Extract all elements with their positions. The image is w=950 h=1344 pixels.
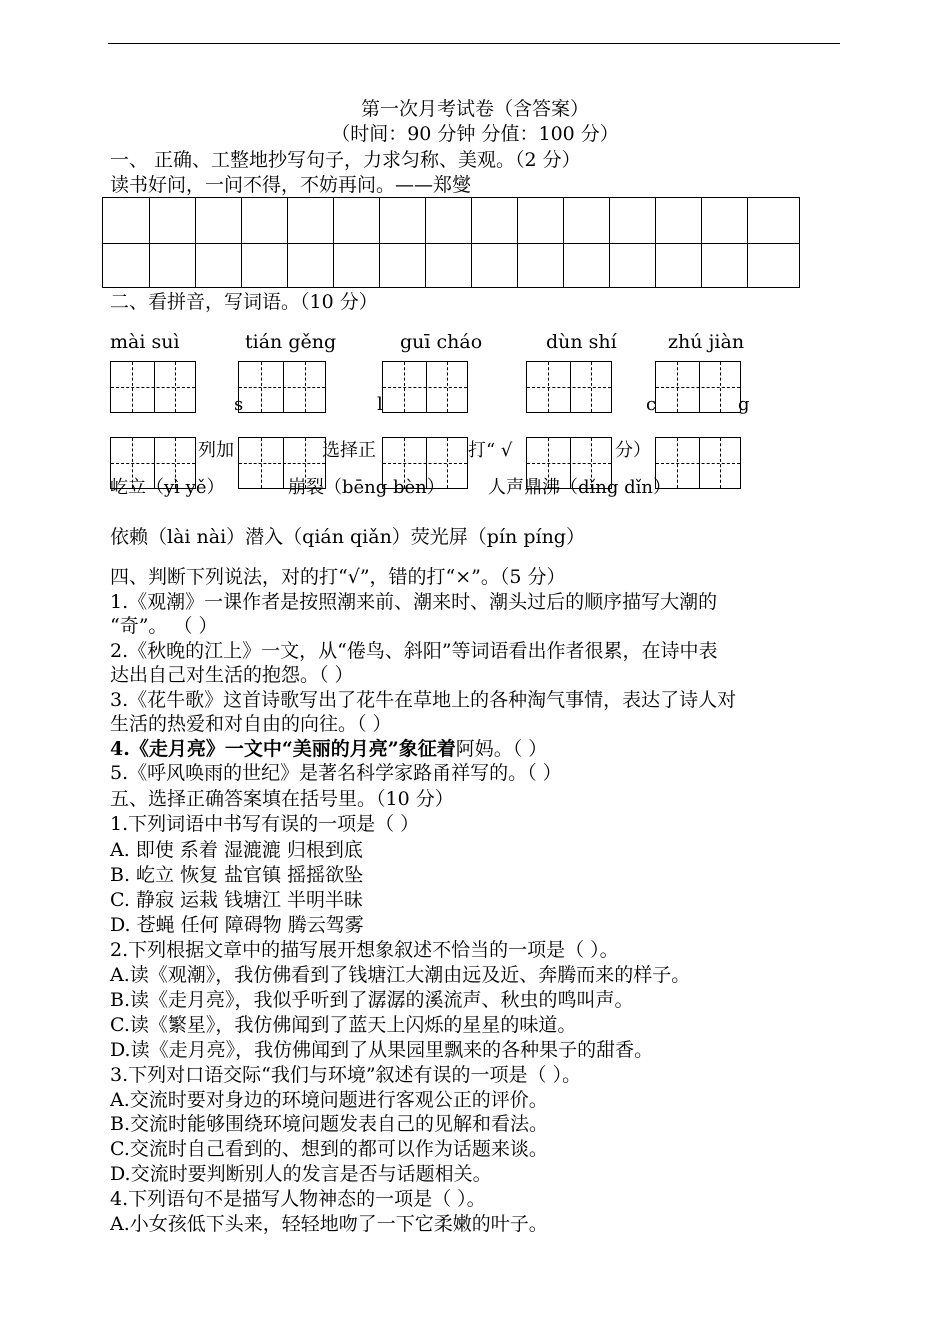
section4-q4 <box>110 737 547 761</box>
pinyin-fragment: g <box>738 394 750 415</box>
pinyin-3: guī cháo <box>400 331 483 353</box>
section3-line2: 依赖（lài nài）潜入（qián qiǎn）荧光屏（pín píng） <box>110 526 585 548</box>
pinyin-answer-box[interactable] <box>110 437 196 489</box>
section5-line: A.交流时要对身边的环境问题进行客观公正的评价。 <box>110 1089 548 1111</box>
section3-heading-fragment: 分） <box>615 440 651 461</box>
pinyin-answer-box[interactable] <box>238 437 326 489</box>
pinyin-answer-box[interactable] <box>110 361 196 413</box>
section2-heading: 二、看拼音，写词语。（10 分） <box>110 291 378 313</box>
pinyin-2: tián gěng <box>245 331 337 353</box>
section5-line: 2.下列根据文章中的描写展开想象叙述不恰当的一项是（ ）。 <box>110 939 619 961</box>
section5-line: D. 苍蝇 任何 障碍物 腾云驾雾 <box>110 914 364 936</box>
section4-q4-bold: 4.《走月亮》一文中“美丽的月亮”象征着 <box>110 738 456 760</box>
page-subtitle: （时间：90 分钟 分值：100 分） <box>331 123 619 145</box>
section4-line: 达出自己对生活的抱怨。（ ） <box>110 664 354 686</box>
pinyin-5: zhú jiàn <box>668 331 745 353</box>
section3-heading-fragment: 选择正 <box>322 440 376 461</box>
section4-line: “奇”。 （ ） <box>110 615 218 637</box>
pinyin-answer-box[interactable] <box>655 361 741 413</box>
pinyin-answer-box[interactable] <box>382 361 468 413</box>
pinyin-fragment: c <box>646 394 657 415</box>
section5-line: A.小女孩低下头来，轻轻地吻了一下它柔嫩的叶子。 <box>110 1213 548 1235</box>
pinyin-answer-box[interactable] <box>526 361 612 413</box>
section1-heading: 一、 正确、工整地抄写句子，力求匀称、美观。（2 分） <box>110 149 581 171</box>
pinyin-answer-box[interactable] <box>238 361 326 413</box>
pinyin-fragment: s <box>234 394 244 415</box>
section5-line: B. 屹立 恢复 盐官镇 摇摇欲坠 <box>110 864 364 886</box>
copy-writing-grid[interactable] <box>102 197 800 288</box>
header-rule <box>108 43 840 44</box>
section5-line: 4.下列语句不是描写人物神态的一项是（ ）。 <box>110 1188 486 1210</box>
pinyin-answer-box[interactable] <box>382 437 468 489</box>
section4-line: 1.《观潮》一课作者是按照潮来前、潮来时、潮头过后的顺序描写大潮的 <box>110 591 718 613</box>
section3-line1: 屹立（yì yě） <box>110 477 225 498</box>
section5-heading: 五、选择正确答案填在括号里。（10 分） <box>110 788 454 810</box>
section4-line: 生活的热爱和对自由的向往。（ ） <box>110 713 392 735</box>
section5-line: C.读《繁星》，我仿佛闻到了蓝天上闪烁的星星的味道。 <box>110 1014 577 1036</box>
section4-q5: 5.《呼风唤雨的世纪》是著名科学家路甬祥写的。（ ） <box>110 762 562 784</box>
pinyin-fragment: l <box>377 394 383 415</box>
section3-line1: 崩裂（bēng bèn） <box>288 477 445 498</box>
section4-heading: 四、判断下列说法，对的打“√”，错的打“×”。（5 分） <box>110 566 566 588</box>
pinyin-answer-box[interactable] <box>526 437 612 489</box>
pinyin-1: mài suì <box>110 331 180 353</box>
section5-line: A. 即使 系着 湿漉漉 归根到底 <box>110 839 363 861</box>
section3-heading-fragment: 列加 <box>198 440 234 461</box>
section3-line1: 人声鼎沸（dǐng dǐn） <box>488 477 671 498</box>
section5-line: D.读《走月亮》，我仿佛闻到了从果园里飘来的各种果子的甜香。 <box>110 1039 654 1061</box>
section5-line: C.交流时自己看到的、想到的都可以作为话题来谈。 <box>110 1138 548 1160</box>
pinyin-answer-box[interactable] <box>655 437 741 489</box>
section1-sentence: 读书好问，一问不得，不妨再问。——郑燮 <box>110 174 472 196</box>
section3-heading-fragment: 打“ √ <box>468 440 513 461</box>
section4-q4-rest: 阿妈。（ ） <box>455 738 548 760</box>
section5-line: B.交流时能够围绕环境问题发表自己的见解和看法。 <box>110 1113 549 1135</box>
pinyin-4: dùn shí <box>546 331 617 353</box>
section5-line: B.读《走月亮》，我似乎听到了潺潺的溪流声、秋虫的鸣叫声。 <box>110 989 634 1011</box>
section5-line: C. 静寂 运栽 钱塘江 半明半昧 <box>110 889 364 911</box>
page-title: 第一次月考试卷（含答案） <box>360 98 589 120</box>
section5-line: A.读《观潮》，我仿佛看到了钱塘江大潮由远及近、奔腾而来的样子。 <box>110 964 691 986</box>
section5-line: 3.下列对口语交际“我们与环境”叙述有误的一项是（ ）。 <box>110 1064 582 1086</box>
section4-line: 2.《秋晚的江上》一文，从“倦鸟、斜阳”等词语看出作者很累，在诗中表 <box>110 640 718 662</box>
section4-line: 3.《花牛歌》这首诗歌写出了花牛在草地上的各种淘气事情，表达了诗人对 <box>110 689 737 711</box>
section5-line: 1.下列词语中书写有误的一项是（ ） <box>110 813 420 835</box>
section5-line: D.交流时要判断别人的发言是否与话题相关。 <box>110 1163 492 1185</box>
